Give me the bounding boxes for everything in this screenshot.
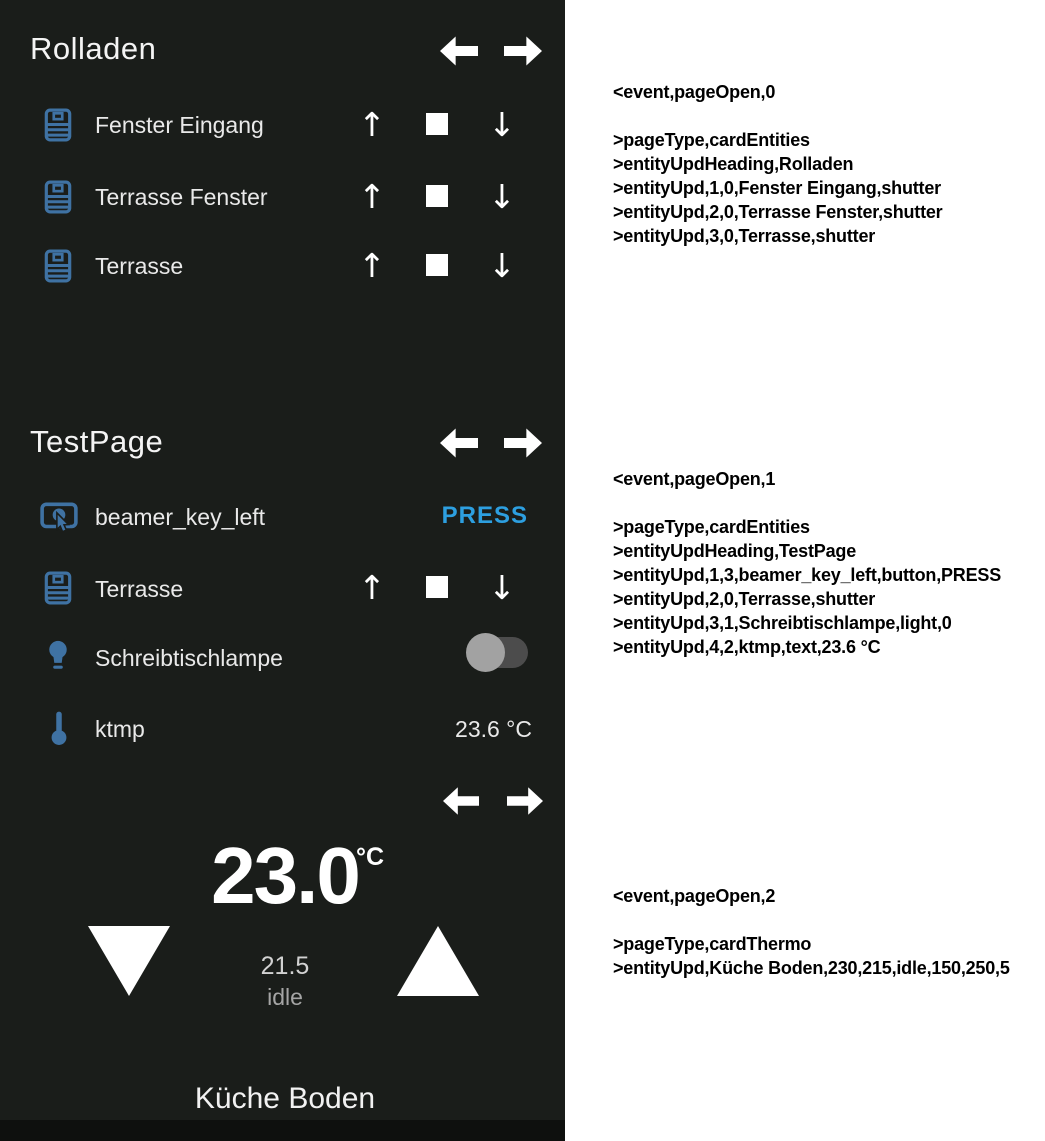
page-title: Rolladen	[30, 31, 157, 66]
arrow-right-icon	[504, 428, 542, 458]
shutter-icon	[44, 180, 72, 219]
entity-label: Terrasse	[95, 253, 184, 279]
log-line: <event,pageOpen,1	[613, 469, 776, 489]
log-line	[613, 104, 943, 128]
target-temperature: 21.5	[260, 952, 310, 980]
log-line: <event,pageOpen,0	[613, 82, 776, 102]
current-temperature: 23.0	[211, 831, 359, 920]
entity-label: beamer_key_left	[95, 504, 266, 530]
log-line: <event,pageOpen,2	[613, 886, 776, 906]
setpoint-increase-button[interactable]	[397, 926, 479, 996]
log-line: >pageType,cardEntities	[613, 517, 810, 537]
shutter-stop-button[interactable]	[426, 185, 448, 207]
lightbulb-icon	[46, 639, 70, 678]
press-button[interactable]: PRESS	[441, 502, 528, 529]
entity-label: Terrasse Fenster	[95, 184, 268, 210]
entity-label: Schreibtischlampe	[95, 645, 283, 671]
shutter-down-button[interactable]: ↓	[488, 105, 516, 144]
arrow-right-icon	[504, 36, 542, 66]
shutter-icon	[44, 249, 72, 288]
log-line: >entityUpd,Küche Boden,230,215,idle,150,250,5	[613, 958, 1010, 978]
arrow-left-icon	[440, 428, 478, 458]
shutter-stop-button[interactable]	[426, 113, 448, 135]
nav-next-button[interactable]	[504, 428, 542, 458]
log-line: >pageType,cardThermo	[613, 934, 812, 954]
log-line: >entityUpd,3,1,Schreibtischlampe,light,0	[613, 613, 952, 633]
nav-next-button[interactable]	[504, 36, 542, 66]
arrow-right-icon	[507, 787, 543, 815]
gesture-tap-button-icon	[40, 498, 78, 541]
log-line: >entityUpd,1,3,beamer_key_left,button,PRESS	[613, 565, 1002, 585]
log-line: >entityUpd,3,0,Terrasse,shutter	[613, 226, 876, 246]
shutter-up-button[interactable]: ↑	[358, 105, 386, 144]
log-line: >entityUpdHeading,Rolladen	[613, 154, 854, 174]
shutter-down-button[interactable]: ↓	[488, 568, 516, 607]
log-line: >entityUpdHeading,TestPage	[613, 541, 857, 561]
setpoint-decrease-button[interactable]	[88, 926, 170, 996]
shutter-icon	[44, 108, 72, 147]
sensor-value: 23.6 °C	[455, 716, 532, 742]
shutter-up-button[interactable]: ↑	[358, 568, 386, 607]
page-title: TestPage	[30, 424, 164, 459]
nav-prev-button[interactable]	[440, 428, 478, 458]
nav-next-button[interactable]	[507, 787, 543, 815]
nav-prev-button[interactable]	[443, 787, 479, 815]
screen-bottom-strip	[0, 1120, 565, 1141]
log-line: >entityUpd,2,0,Terrasse,shutter	[613, 589, 876, 609]
light-toggle-switch[interactable]	[470, 637, 528, 668]
arrow-left-icon	[443, 787, 479, 815]
hvac-state: idle	[267, 984, 303, 1010]
shutter-up-button[interactable]: ↑	[358, 177, 386, 216]
log-line: >entityUpd,1,0,Fenster Eingang,shutter	[613, 178, 941, 198]
log-line: >entityUpd,4,2,ktmp,text,23.6 °C	[613, 637, 881, 657]
shutter-icon	[44, 571, 72, 610]
arrow-left-icon	[440, 36, 478, 66]
protocol-log-page2	[613, 884, 1010, 980]
shutter-down-button[interactable]: ↓	[488, 246, 516, 285]
toggle-knob	[466, 633, 505, 672]
entity-label: ktmp	[95, 716, 145, 742]
shutter-stop-button[interactable]	[426, 254, 448, 276]
log-line: >entityUpd,2,0,Terrasse Fenster,shutter	[613, 202, 943, 222]
temperature-unit: °C	[356, 843, 385, 871]
entity-label: Fenster Eingang	[95, 112, 264, 138]
shutter-up-button[interactable]: ↑	[358, 246, 386, 285]
shutter-stop-button[interactable]	[426, 576, 448, 598]
protocol-log-page0	[613, 80, 943, 248]
log-line: >pageType,cardEntities	[613, 130, 810, 150]
log-line	[613, 908, 1010, 932]
nav-prev-button[interactable]	[440, 36, 478, 66]
shutter-down-button[interactable]: ↓	[488, 177, 516, 216]
protocol-log-page1	[613, 467, 1001, 659]
entity-label: Terrasse	[95, 576, 184, 602]
thermostat-title: Küche Boden	[194, 1082, 376, 1115]
thermometer-icon	[49, 710, 69, 751]
log-line	[613, 491, 1001, 515]
